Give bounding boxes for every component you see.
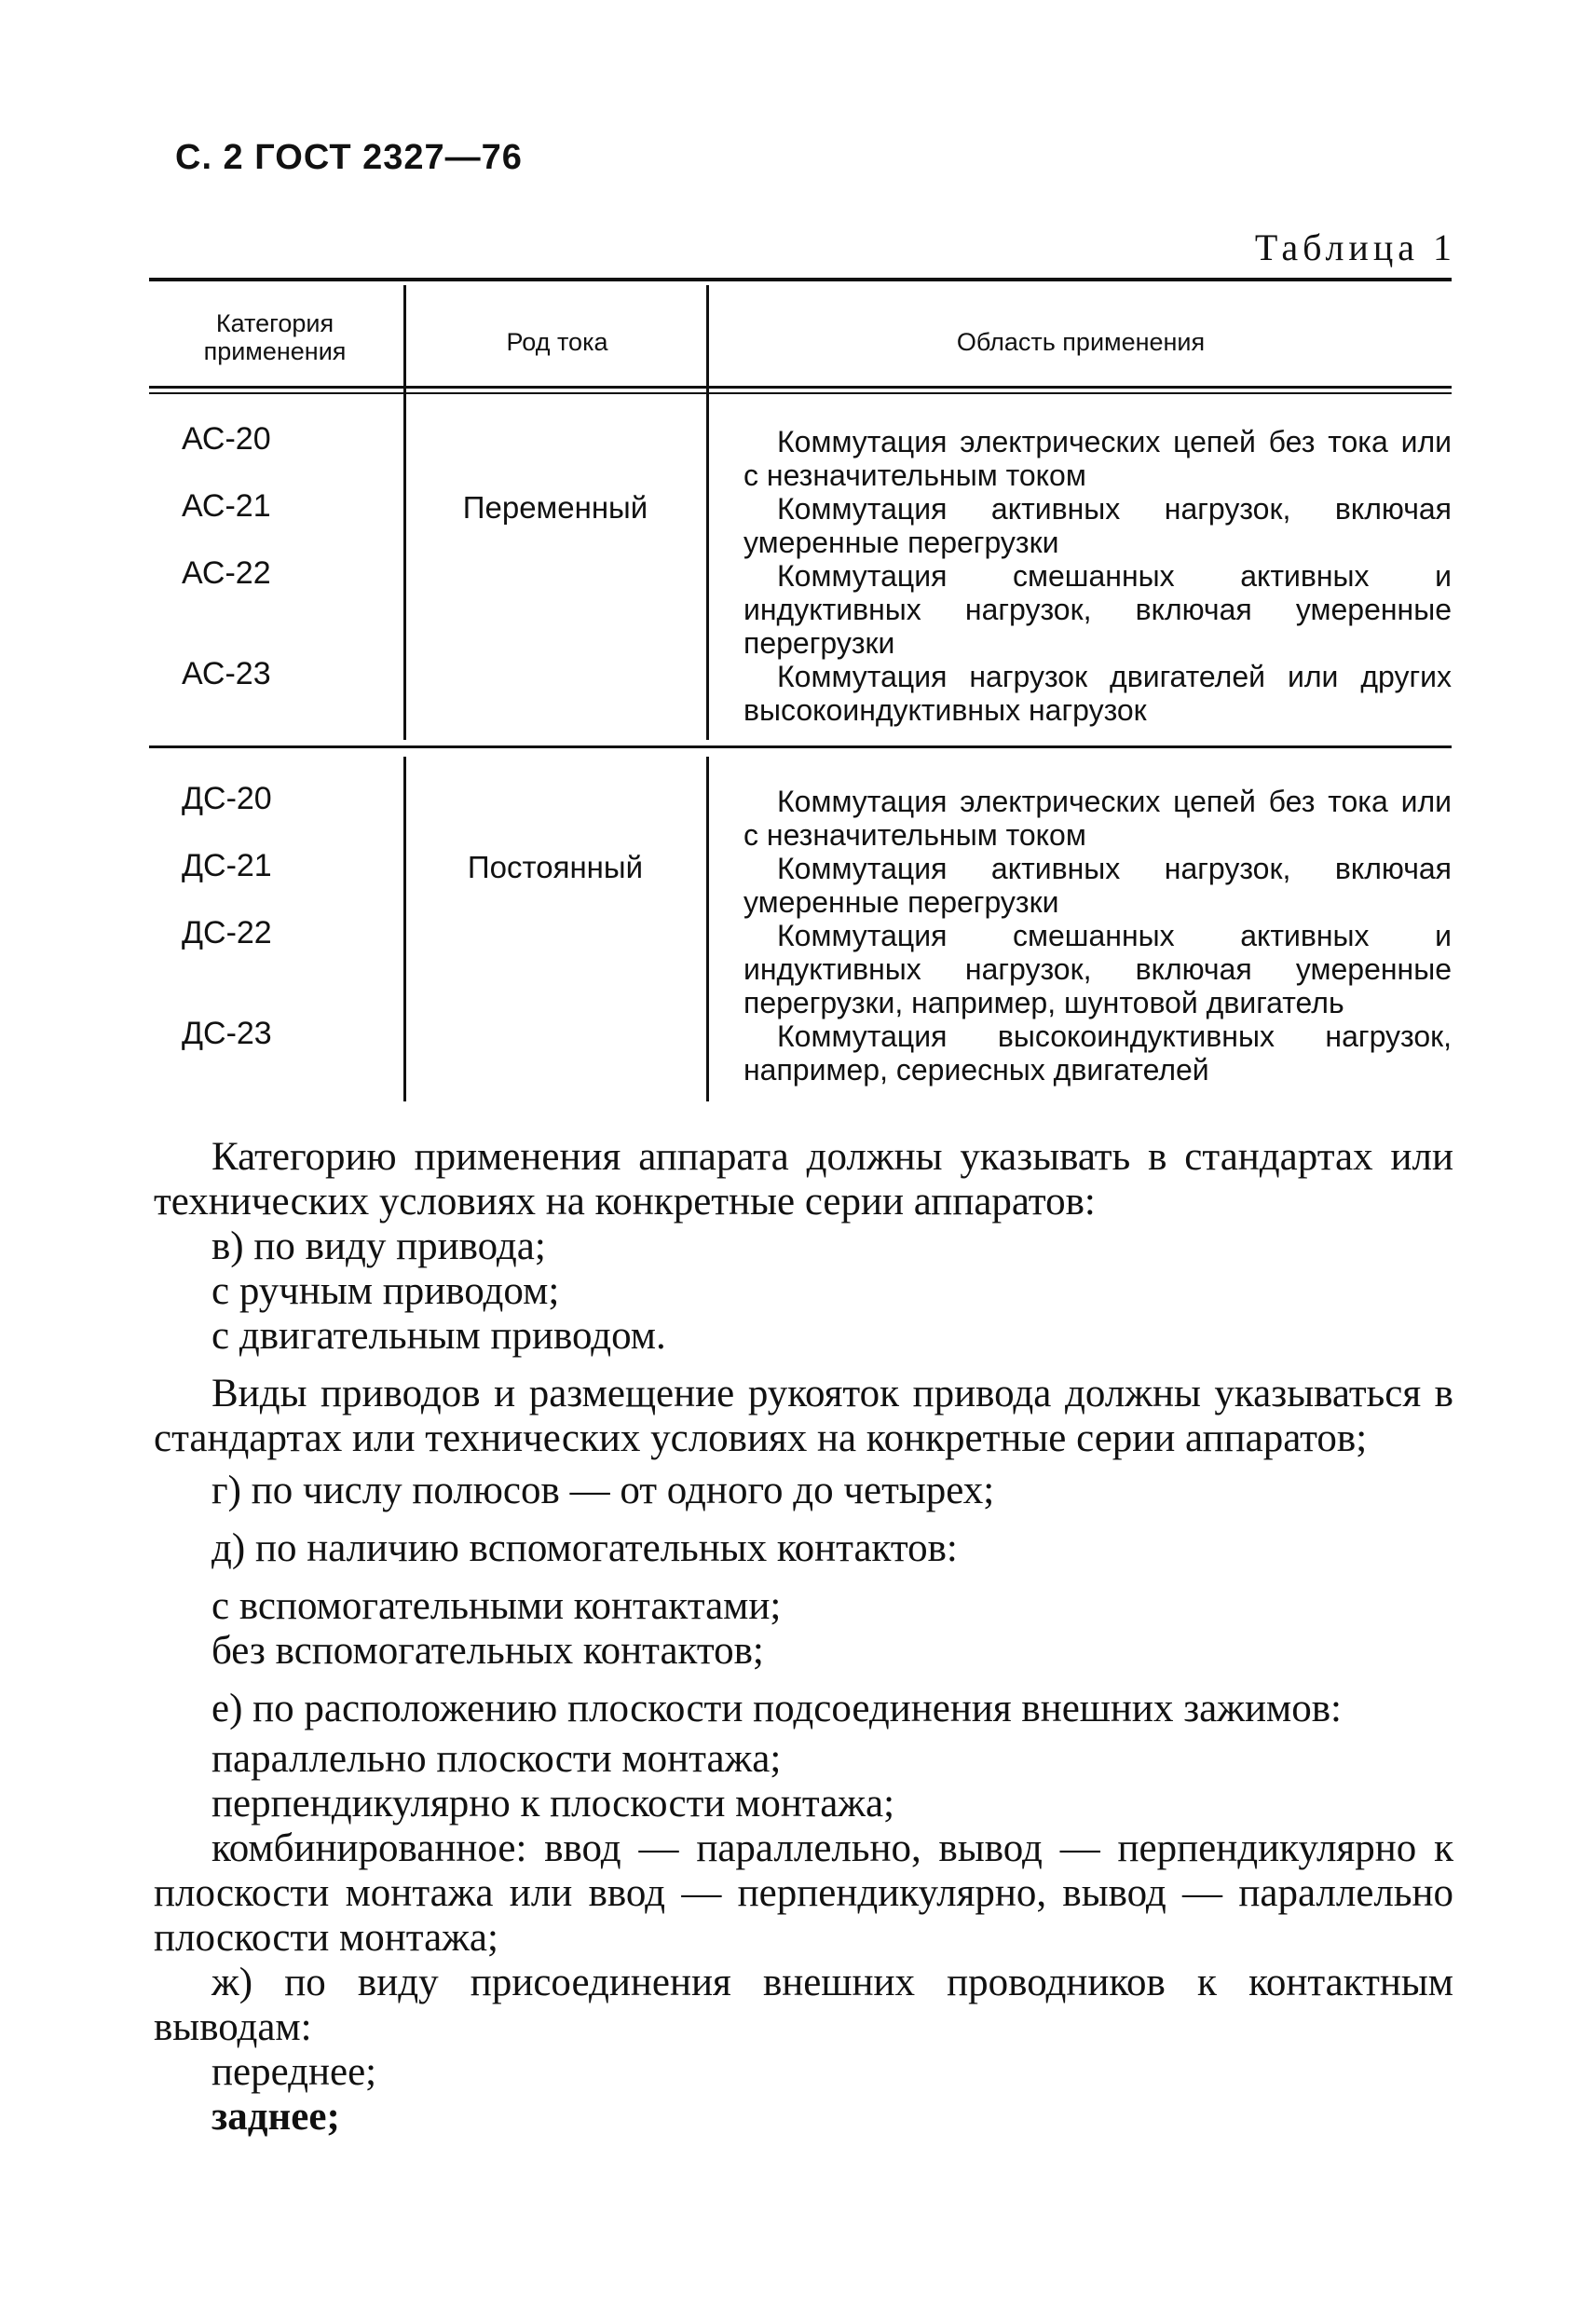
area-text: Коммутация нагрузок двигателей или других высокоиндуктивных нагрузок [743,660,1452,727]
column-divider-4 [706,757,709,1101]
list-item-aux-contacts: д) по наличию вспомогательных контактов: [211,1526,958,1570]
area-dc-23 [743,1019,1452,1087]
area-text: Коммутация смешанных активных и индуктивных нагрузок, включая умеренные перегрузки, например, шунтовой двигатель [743,919,1452,1019]
category-dc-21: ДС-21 [182,848,272,883]
category-ac-23: АС-23 [182,656,271,691]
table-header-rule [149,386,1452,389]
current-type-dc: Постоянный [467,850,644,884]
list-item-manual-drive: с ручным приводом; [211,1269,560,1313]
category-ac-22: АС-22 [182,555,271,591]
column-divider-2 [706,285,709,740]
area-ac-22 [743,559,1452,660]
area-text: Коммутация электрических цепей без тока или с незначительным током [743,785,1452,852]
table-caption: Таблица 1 [1254,226,1456,268]
body-text [154,1135,1453,2140]
table-top-rule [149,278,1452,281]
list-item-rear: заднее; [211,2095,340,2139]
page-header: С. 2 ГОСТ 2327—76 [175,138,523,177]
paragraph-connection-type: ж) по виду присоединения внешних проводников к контактным выводам: [154,1961,1453,2049]
list-item-with-aux: с вспомогательными контактами; [211,1584,782,1628]
column-header-current: Род тока [506,328,608,356]
category-ac-20: АС-20 [182,421,271,457]
list-item-parallel: параллельно плоскости монтажа; [211,1737,782,1781]
area-text: Коммутация высокоиндуктивных нагрузок, например, сериесных двигателей [743,1019,1452,1087]
list-item-drive-type: в) по виду привода; [211,1224,546,1268]
column-divider-1 [403,285,406,740]
category-dc-22: ДС-22 [182,915,272,950]
paragraph-terminal-plane: е) по расположению плоскости подсоединения внешних зажимов: [211,1687,1342,1730]
area-ac-23 [743,660,1452,727]
area-text: Коммутация электрических цепей без тока или с незначительным током [743,425,1452,492]
table-header-rule-2 [149,392,1452,394]
area-text: Коммутация активных нагрузок, включая умеренные перегрузки [743,492,1452,559]
table-group-rule [149,745,1452,748]
paragraph-category-note: Категорию применения аппарата должны указывать в стандартах или технических условиях на конкретные серии аппаратов: [154,1135,1453,1224]
list-item-front: переднее; [211,2050,377,2094]
area-dc-22 [743,919,1452,1019]
paragraph-drive-note: Виды приводов и размещение рукояток привода должны указываться в стандартах или технических условиях на конкретные серии аппаратов; [154,1372,1453,1460]
column-divider-3 [403,757,406,1101]
category-ac-21: АС-21 [182,488,271,524]
list-item-motor-drive: с двигательным приводом. [211,1314,666,1358]
area-dc-20 [743,785,1452,852]
list-item-poles: г) по числу полюсов — от одного до четырех; [211,1469,995,1512]
category-dc-23: ДС-23 [182,1016,272,1051]
list-item-perpendicular: перпендикулярно к плоскости монтажа; [211,1782,895,1826]
paragraph-combined: комбинированное: ввод — параллельно, вывод — перпендикулярно к плоскости монтажа или ввод — перпендикулярно, вывод — параллельно плоскости монтажа; [154,1826,1453,1960]
area-ac-21 [743,492,1452,559]
area-ac-20 [743,425,1452,492]
column-header-area: Область применения [956,328,1206,356]
area-text: Коммутация смешанных активных и индуктивных нагрузок, включая умеренные перегрузки [743,559,1452,660]
area-text: Коммутация активных нагрузок, включая умеренные перегрузки [743,852,1452,919]
column-header-category: Категория применения [203,309,347,365]
current-type-ac: Переменный [462,490,648,525]
area-dc-21 [743,852,1452,919]
list-item-without-aux: без вспомогательных контактов; [211,1629,764,1673]
category-dc-20: ДС-20 [182,781,272,816]
